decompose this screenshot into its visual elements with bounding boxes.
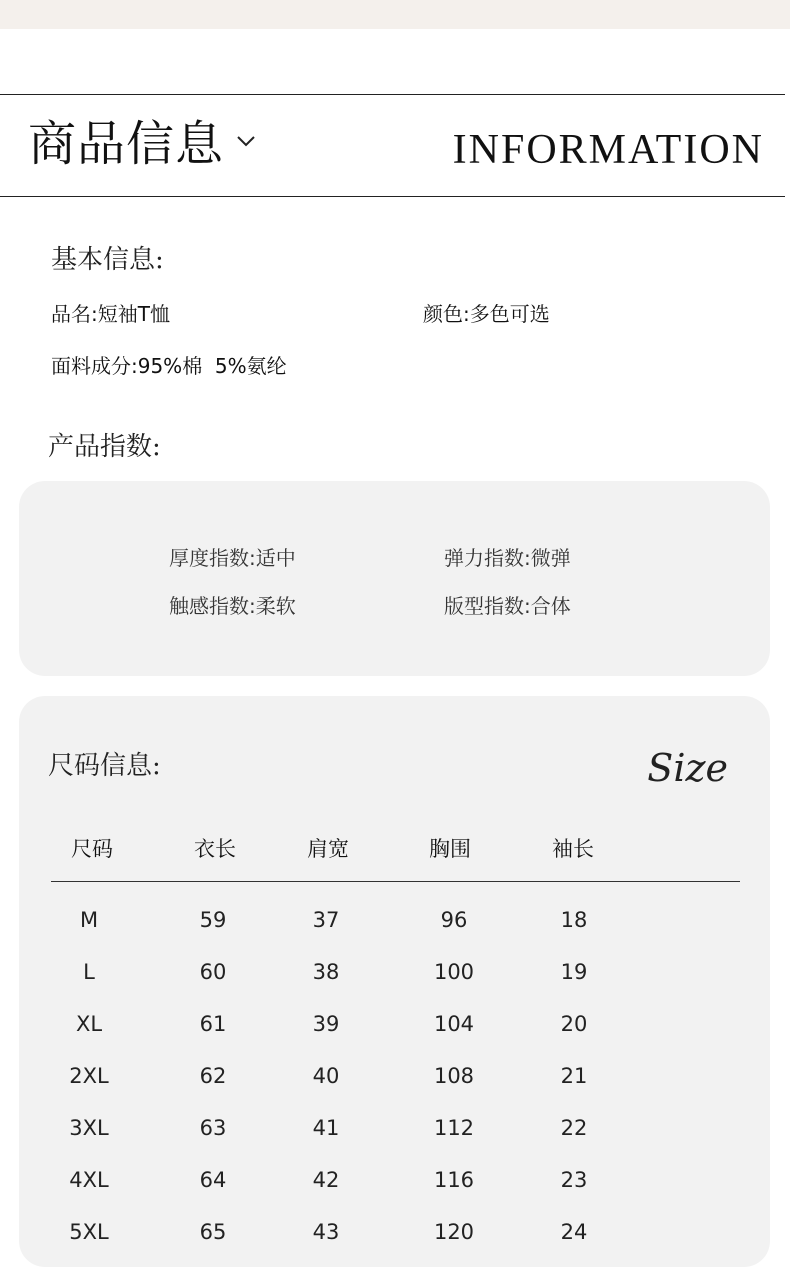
fit-index: 版型指数:合体 (444, 594, 571, 618)
page-title: 商品信息 (28, 116, 225, 172)
table-header-rule (51, 881, 740, 882)
table-cell: 100 (433, 960, 475, 984)
table-cell: XL (75, 1012, 103, 1036)
chevron-down-icon[interactable] (236, 134, 256, 148)
elasticity-index: 弹力指数:微弹 (444, 546, 571, 570)
table-cell: 108 (433, 1064, 475, 1088)
table-header-chest: 胸围 (429, 837, 471, 861)
index-panel (19, 481, 770, 676)
table-cell: 116 (433, 1168, 475, 1192)
table-cell: 37 (312, 908, 340, 932)
table-cell: 96 (440, 908, 468, 932)
table-cell: 63 (199, 1116, 227, 1140)
size-info-title: 尺码信息: (48, 751, 161, 781)
product-name: 品名:短袖T恤 (51, 302, 170, 326)
table-cell: 38 (312, 960, 340, 984)
table-cell: 4XL (69, 1168, 109, 1192)
table-cell: 61 (199, 1012, 227, 1036)
table-cell: M (79, 908, 99, 932)
table-cell: 20 (560, 1012, 588, 1036)
table-cell: 62 (199, 1064, 227, 1088)
table-cell: 40 (312, 1064, 340, 1088)
table-cell: 23 (560, 1168, 588, 1192)
header-top-rule (0, 94, 785, 95)
table-cell: 60 (199, 960, 227, 984)
table-cell: 18 (560, 908, 588, 932)
table-header-sleeve: 袖长 (552, 837, 594, 861)
table-cell: 65 (199, 1220, 227, 1244)
table-cell: 19 (560, 960, 588, 984)
thickness-index: 厚度指数:适中 (169, 546, 296, 570)
table-cell: 22 (560, 1116, 588, 1140)
table-cell: 120 (433, 1220, 475, 1244)
table-header-size: 尺码 (71, 837, 113, 861)
size-logo: Size (647, 746, 728, 790)
touch-index: 触感指数:柔软 (169, 594, 296, 618)
header-bottom-rule (0, 196, 785, 197)
table-cell: 43 (312, 1220, 340, 1244)
table-cell: 59 (199, 908, 227, 932)
table-cell: 39 (312, 1012, 340, 1036)
table-header-length: 衣长 (194, 837, 236, 861)
table-cell: 104 (433, 1012, 475, 1036)
top-strip (0, 0, 790, 29)
product-color: 颜色:多色可选 (423, 302, 550, 326)
fabric-composition: 面料成分:95%棉 5%氨纶 (51, 354, 287, 378)
product-index-title: 产品指数: (48, 432, 161, 462)
table-cell: 42 (312, 1168, 340, 1192)
table-cell: L (83, 960, 95, 984)
table-cell: 24 (560, 1220, 588, 1244)
basic-info-title: 基本信息: (51, 245, 164, 275)
table-header-shoulder: 肩宽 (307, 837, 349, 861)
page-title-en: INFORMATION (452, 127, 764, 173)
table-cell: 64 (199, 1168, 227, 1192)
table-cell: 5XL (69, 1220, 109, 1244)
table-cell: 2XL (69, 1064, 109, 1088)
table-cell: 3XL (69, 1116, 109, 1140)
table-cell: 112 (433, 1116, 475, 1140)
table-cell: 21 (560, 1064, 588, 1088)
table-cell: 41 (312, 1116, 340, 1140)
